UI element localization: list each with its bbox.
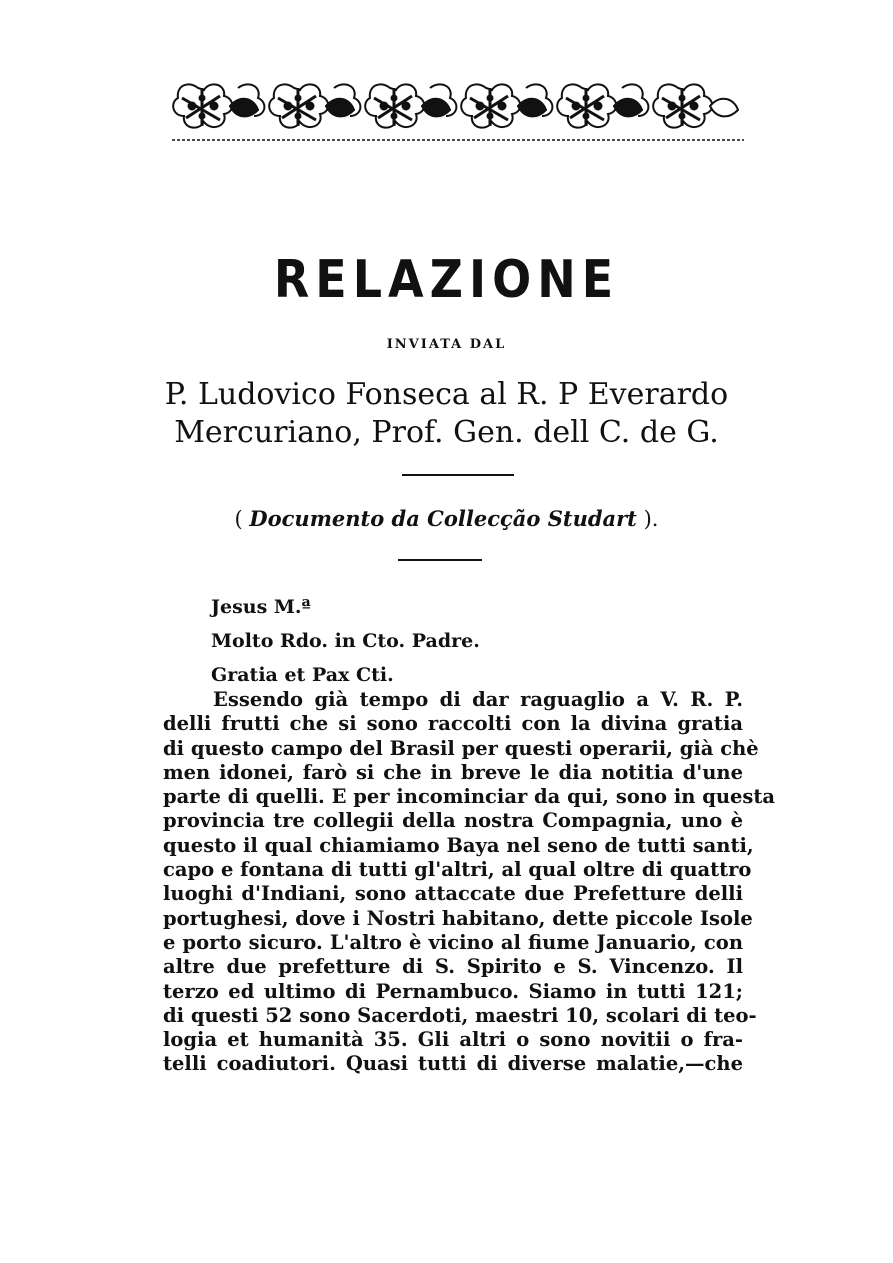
body-line: di questo campo del Brasil per questi operarii, già chè bbox=[163, 736, 759, 760]
body-paragraph bbox=[163, 688, 776, 1077]
vine-leaf-ornament-icon bbox=[168, 76, 748, 146]
body-line: capo e fontana di tutti gl'altri, al qual oltre di quattro bbox=[163, 858, 752, 882]
addressee-line-1: P. Ludovico Fonseca al R. P Everardo bbox=[164, 377, 729, 412]
salutation-line: Molto Rdo. in Cto. Padre. bbox=[211, 630, 480, 652]
body-line: men idonei, farò si che in breve le dia notitia d'une bbox=[163, 760, 743, 784]
body-line: terzo ed ultimo di Pernambuco. Siamo in tutti 121; bbox=[163, 979, 743, 1003]
divider-rule bbox=[402, 474, 514, 476]
salutation-block bbox=[211, 590, 480, 692]
body-line: di questi 52 sono Sacerdoti, maestri 10, scolari di teo- bbox=[163, 1003, 757, 1027]
source-citation bbox=[0, 506, 893, 531]
body-line: luoghi d'Indiani, sono attaccate due Prefetture delli bbox=[163, 882, 743, 906]
body-line: portughesi, dove i Nostri habitano, dette piccole Isole bbox=[163, 906, 753, 930]
source-close-paren: ). bbox=[636, 507, 659, 531]
addressee-heading bbox=[0, 376, 893, 452]
addressee-line-2: Mercuriano, Prof. Gen. dell C. de G. bbox=[174, 415, 719, 450]
body-line: parte di quelli. E per incominciar da qui, sono in questa bbox=[163, 785, 776, 809]
source-title: Documento da Collecção Studart bbox=[249, 506, 637, 531]
source-open-paren: ( bbox=[234, 507, 250, 531]
body-line: telli coadiutori. Quasi tutti di diverse malatie,—che bbox=[163, 1052, 743, 1076]
body-line: delli frutti che si sono raccolti con la divina gratia bbox=[163, 712, 743, 736]
body-line: Essendo già tempo di dar raguaglio a V. R. P. bbox=[213, 688, 743, 711]
body-line: e porto sicuro. L'altro è vicino al fiume Januario, con bbox=[163, 930, 743, 954]
body-line: questo il qual chiamiamo Baya nel seno de tutti santi, bbox=[163, 833, 754, 857]
page-title: RELAZIONE bbox=[273, 248, 620, 310]
salutation-line: Jesus M.ª bbox=[211, 596, 311, 618]
divider-rule bbox=[398, 559, 482, 561]
body-line: provincia tre collegii della nostra Compagnia, uno è bbox=[163, 809, 743, 833]
body-line: logia et humanità 35. Gli altri o sono novitii o fra- bbox=[163, 1028, 743, 1052]
subtitle: INVIATA DAL bbox=[386, 337, 507, 352]
body-line: altre due prefetture di S. Spirito e S. Vincenzo. Il bbox=[163, 955, 743, 979]
salutation-line: Gratia et Pax Cti. bbox=[211, 664, 394, 686]
